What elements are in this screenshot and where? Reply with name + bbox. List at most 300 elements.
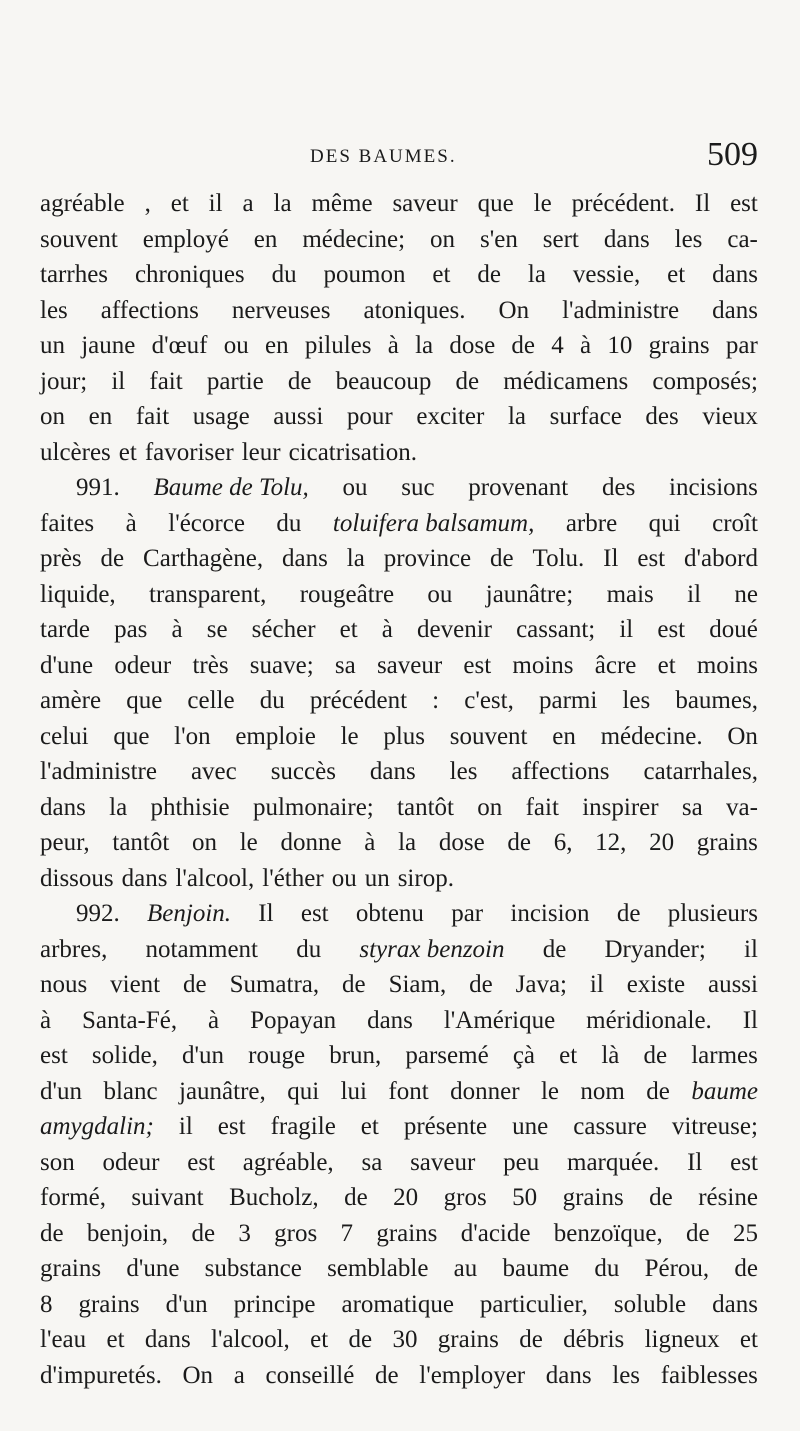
word: 10: [607, 332, 633, 359]
word: sa: [334, 651, 356, 679]
word: usage: [192, 403, 250, 430]
word: solide,: [91, 1042, 158, 1069]
word: des: [645, 403, 679, 430]
word: est: [463, 651, 492, 679]
word: de: [511, 332, 536, 359]
word: exciter: [416, 403, 485, 430]
word: grains: [376, 1219, 438, 1247]
word: province: [383, 545, 472, 572]
word: dans: [367, 1006, 413, 1034]
word: odeur: [102, 1148, 160, 1176]
text-line: [40, 577, 758, 613]
word: de: [40, 1219, 64, 1247]
word: de: [616, 900, 641, 927]
word: Bucholz,: [229, 1184, 319, 1211]
word: les: [622, 687, 651, 714]
word: Il: [742, 1006, 758, 1034]
word: tantôt: [397, 793, 454, 821]
word: Il: [603, 545, 619, 572]
word: que: [126, 687, 163, 714]
text-line: [40, 719, 758, 755]
text-line: [40, 648, 758, 684]
text-line: [40, 896, 758, 932]
word: débris: [563, 1326, 625, 1353]
word: par: [451, 900, 484, 927]
word: plusieurs: [667, 900, 758, 927]
word: lui: [340, 1077, 367, 1105]
word: saveur: [392, 190, 458, 217]
text-line: [40, 1322, 758, 1358]
word: la: [273, 190, 292, 217]
word: 12,: [595, 829, 627, 856]
word: dans: [282, 545, 328, 572]
word: d'impuretés.: [40, 1361, 162, 1389]
word: arbre: [565, 509, 618, 537]
word: plus: [383, 722, 426, 750]
word: les: [674, 225, 703, 253]
text-line: [40, 861, 758, 897]
word: notamment: [145, 935, 258, 963]
word: 3: [238, 1219, 251, 1247]
word: vitreuse;: [671, 1113, 758, 1140]
word: sécher: [251, 616, 316, 643]
word: en: [253, 225, 278, 253]
word: on: [430, 225, 456, 253]
word: faites: [40, 509, 95, 537]
word: présente: [403, 1113, 488, 1140]
word: suc: [401, 474, 435, 501]
word: du: [259, 687, 285, 714]
word: à: [579, 332, 592, 359]
word: mais: [606, 580, 654, 608]
word: obtenu: [355, 900, 424, 927]
text-line: [40, 399, 758, 435]
word: l'Amérique: [443, 1006, 556, 1034]
word: le: [540, 1077, 559, 1105]
word: avec: [190, 758, 237, 785]
word: souvent: [449, 722, 528, 750]
word: jaunâtre,: [179, 1077, 266, 1105]
word: et: [339, 616, 358, 643]
word: à: [125, 509, 137, 537]
word: est: [300, 900, 329, 927]
text-line: [40, 364, 758, 400]
word: la: [507, 403, 527, 430]
word: l'employer: [419, 1361, 526, 1389]
word: dans: [712, 1290, 758, 1318]
word: dose: [438, 829, 485, 856]
word: vient: [110, 971, 161, 998]
word: le: [533, 190, 552, 217]
text-line: [40, 1109, 758, 1145]
word: gros: [443, 1184, 487, 1211]
word: 991.: [76, 474, 120, 501]
word: et: [360, 1113, 379, 1140]
word: :: [432, 687, 440, 714]
word: à: [381, 616, 393, 643]
word: çà: [512, 1042, 536, 1069]
word: On: [498, 296, 530, 324]
word: se: [206, 616, 228, 643]
word: affections: [100, 296, 199, 324]
word: 30: [392, 1326, 418, 1353]
text-line: [40, 470, 758, 506]
body-text: [40, 186, 758, 1393]
word: On: [182, 1361, 214, 1389]
word: et: [667, 261, 686, 288]
word: 8: [40, 1290, 53, 1318]
word: la: [398, 829, 417, 856]
italic-term: toluifera balsamum,: [332, 509, 535, 537]
word: les: [449, 758, 478, 785]
word: Popayan: [250, 1006, 337, 1034]
word: larmes: [691, 1042, 758, 1069]
word: doué: [709, 616, 758, 643]
word: jaune: [81, 332, 136, 359]
word: du: [594, 1255, 620, 1282]
word: 4: [551, 332, 564, 359]
word: de: [507, 829, 531, 856]
word: moins: [512, 651, 574, 679]
word: existe: [626, 971, 686, 998]
word: dans: [369, 758, 416, 785]
word: méridionale.: [586, 1006, 712, 1034]
word: la: [415, 332, 434, 359]
word: ou: [331, 864, 357, 892]
word: précédent.: [571, 190, 675, 217]
word: la: [109, 793, 128, 821]
word: parmi: [538, 687, 598, 714]
text-line: [40, 1145, 758, 1181]
word: des: [601, 474, 636, 501]
word: et: [739, 1326, 758, 1353]
word: près: [40, 545, 82, 572]
word: transparent,: [149, 580, 267, 608]
word: que: [477, 190, 514, 217]
word: l'alcool,: [211, 1326, 290, 1353]
word: cassure: [573, 1113, 647, 1140]
running-head: DES BAUMES.: [310, 146, 457, 167]
italic-term: styrax benzoin: [359, 935, 505, 963]
word: font: [388, 1077, 429, 1105]
word: pour: [346, 403, 393, 430]
word: de: [477, 261, 501, 288]
word: d'une: [126, 1255, 180, 1282]
word: résine: [698, 1184, 758, 1211]
word: Java;: [515, 971, 568, 998]
word: de: [490, 545, 514, 572]
word: et: [106, 1326, 125, 1353]
word: est: [657, 616, 686, 643]
word: son: [40, 1148, 75, 1176]
word: atoniques.: [363, 296, 466, 324]
word: l'éther: [262, 864, 324, 892]
word: chroniques: [134, 261, 245, 288]
word: l'on: [174, 722, 211, 750]
word: d'un: [182, 1042, 225, 1069]
text-line: [40, 293, 758, 329]
word: incision: [510, 900, 590, 927]
word: dose: [449, 332, 496, 359]
word: vessie,: [572, 261, 641, 288]
word: de: [646, 1077, 670, 1105]
word: baume: [502, 1255, 570, 1282]
word: à: [387, 332, 399, 359]
word: d'un: [40, 1077, 83, 1105]
word: et: [310, 1326, 329, 1353]
word: par: [725, 332, 758, 359]
word: ou: [427, 580, 453, 608]
word: 7: [340, 1219, 354, 1247]
word: 20: [393, 1184, 419, 1211]
word: âcre: [594, 651, 637, 679]
text-line: [40, 506, 758, 542]
word: l'écorce: [168, 509, 245, 537]
word: dans: [121, 864, 168, 892]
text-line: [40, 1180, 758, 1216]
word: ,: [144, 190, 151, 217]
word: très: [192, 651, 229, 679]
word: d'acide: [460, 1219, 531, 1247]
word: vieux: [702, 403, 758, 430]
word: parsemé: [405, 1042, 489, 1069]
word: l'alcool,: [175, 864, 255, 892]
word: amère: [40, 687, 102, 714]
word: qui: [648, 509, 681, 537]
word: de: [649, 1184, 673, 1211]
word: tarde: [40, 616, 90, 643]
word: arbres,: [40, 935, 108, 963]
text-line: [40, 435, 758, 471]
word: de: [469, 971, 493, 998]
word: a: [242, 190, 254, 217]
word: grains: [78, 1290, 140, 1318]
word: jour;: [40, 367, 88, 395]
word: est: [187, 1148, 215, 1176]
word: On: [727, 722, 758, 750]
word: agréable,: [242, 1148, 334, 1176]
italic-term: baume: [691, 1077, 758, 1105]
text-line: [40, 1038, 758, 1074]
word: l'administre: [562, 296, 680, 324]
word: et: [170, 190, 189, 217]
word: un: [40, 332, 65, 359]
word: du: [276, 509, 302, 537]
word: il: [208, 190, 223, 217]
word: d'un: [165, 1290, 208, 1318]
word: Siam,: [388, 971, 447, 998]
word: donner: [450, 1077, 520, 1105]
word: pilules: [304, 332, 372, 359]
word: même: [311, 190, 373, 217]
word: on: [192, 829, 218, 856]
word: Il: [258, 900, 274, 927]
text-line: [40, 1216, 758, 1252]
word: brun,: [329, 1042, 382, 1069]
word: Dryander;: [604, 935, 706, 963]
word: semblable: [327, 1255, 429, 1282]
word: principe: [233, 1290, 316, 1318]
word: ne: [734, 580, 758, 608]
word: marquée.: [567, 1148, 660, 1176]
text-line: [40, 612, 758, 648]
page-header: [40, 138, 758, 182]
word: provenant: [468, 474, 569, 501]
word: 992.: [76, 900, 120, 927]
word: soluble: [613, 1290, 687, 1318]
word: au: [453, 1255, 478, 1282]
word: Sumatra,: [229, 971, 320, 998]
word: leur: [241, 438, 281, 466]
word: il: [178, 1113, 193, 1140]
word: aussi: [273, 403, 324, 430]
word: emploie: [235, 722, 316, 750]
word: conseillé: [265, 1361, 355, 1389]
word: de: [100, 545, 125, 572]
word: Tolu.: [532, 545, 585, 572]
word: de: [734, 1255, 758, 1282]
word: jaunâtre;: [485, 580, 574, 608]
word: surface: [549, 403, 622, 430]
word: est: [217, 1113, 246, 1140]
word: Santa-Fé,: [82, 1006, 178, 1034]
text-line: [40, 754, 758, 790]
word: ou: [223, 332, 249, 359]
word: inspirer: [582, 793, 659, 821]
word: en: [264, 332, 289, 359]
word: faiblesses: [660, 1361, 758, 1389]
word: catarrhales,: [643, 758, 758, 785]
word: de: [287, 367, 312, 395]
word: rougeâtre: [299, 580, 395, 608]
word: 25: [732, 1219, 758, 1247]
word: on: [40, 403, 65, 430]
word: est: [637, 545, 666, 572]
word: composés;: [652, 367, 758, 395]
word: odeur: [114, 651, 172, 679]
word: et: [118, 438, 137, 466]
word: un: [364, 864, 390, 892]
word: fait: [135, 403, 170, 430]
word: donne: [280, 829, 342, 856]
word: de: [375, 1361, 399, 1389]
word: il: [744, 935, 758, 963]
word: affections: [511, 758, 610, 785]
word: est: [40, 1042, 68, 1069]
word: l'administre: [40, 758, 157, 785]
word: celui: [40, 722, 89, 750]
word: la: [346, 545, 365, 572]
word: fait: [525, 793, 559, 821]
word: cicatrisation.: [288, 438, 417, 466]
word: dissous: [40, 864, 114, 892]
word: de: [519, 1326, 543, 1353]
word: d'œuf: [151, 332, 208, 359]
word: ou: [342, 474, 368, 501]
word: le: [340, 722, 359, 750]
word: de: [344, 1184, 368, 1211]
word: favoriser: [144, 438, 234, 466]
word: dans: [712, 296, 758, 324]
word: il: [687, 580, 702, 608]
word: devenir: [417, 616, 492, 643]
word: le: [239, 829, 258, 856]
word: nerveuses: [231, 296, 331, 324]
word: aromatique: [341, 1290, 454, 1318]
word: celle: [187, 687, 235, 714]
word: aussi: [707, 971, 758, 998]
text-line: [40, 186, 758, 222]
word: on: [477, 793, 503, 821]
word: liquide,: [40, 580, 116, 608]
word: grains: [562, 1184, 624, 1211]
word: grains: [40, 1255, 102, 1282]
word: médecine.: [600, 722, 703, 750]
word: il: [111, 367, 126, 395]
word: Pérou,: [644, 1255, 710, 1282]
word: benjoin,: [86, 1219, 169, 1247]
word: de: [686, 1219, 710, 1247]
word: souvent: [40, 225, 118, 253]
text-line: [40, 1358, 758, 1394]
italic-term: amygdalin;: [40, 1113, 154, 1140]
text-line: [40, 932, 758, 968]
word: là: [601, 1042, 620, 1069]
text-line: [40, 222, 758, 258]
word: nous: [40, 971, 88, 998]
word: beaucoup: [335, 367, 432, 395]
italic-term: Baume de Tolu,: [153, 474, 309, 501]
word: agréable: [40, 190, 125, 217]
word: poumon: [323, 261, 406, 288]
text-line: [40, 683, 758, 719]
word: particulier,: [479, 1290, 588, 1318]
word: précédent: [309, 687, 408, 714]
word: du: [296, 935, 322, 963]
word: de: [183, 971, 207, 998]
word: substance: [204, 1255, 302, 1282]
word: grains: [648, 332, 710, 359]
word: à: [208, 1006, 220, 1034]
word: à: [364, 829, 376, 856]
text-line: [40, 1251, 758, 1287]
word: dans: [603, 225, 650, 253]
word: est: [730, 190, 758, 217]
text-line: [40, 1074, 758, 1110]
word: Il: [687, 1148, 703, 1176]
word: pulmonaire;: [252, 793, 374, 821]
text-line: [40, 967, 758, 1003]
word: c'est,: [464, 687, 514, 714]
word: et: [432, 261, 451, 288]
word: suivant: [131, 1184, 204, 1211]
word: grains: [696, 829, 758, 856]
word: moins: [696, 651, 758, 679]
word: grains: [437, 1326, 499, 1353]
word: peur,: [40, 829, 90, 856]
word: incisions: [669, 474, 758, 501]
word: d'une: [40, 651, 94, 679]
word: et: [559, 1042, 578, 1069]
word: gros: [274, 1219, 318, 1247]
word: sert: [542, 225, 579, 253]
text-line: [40, 1003, 758, 1039]
word: qui: [287, 1077, 320, 1105]
word: Carthagène,: [143, 545, 264, 572]
word: dans: [40, 793, 86, 821]
word: nom: [580, 1077, 625, 1105]
word: que: [113, 722, 150, 750]
